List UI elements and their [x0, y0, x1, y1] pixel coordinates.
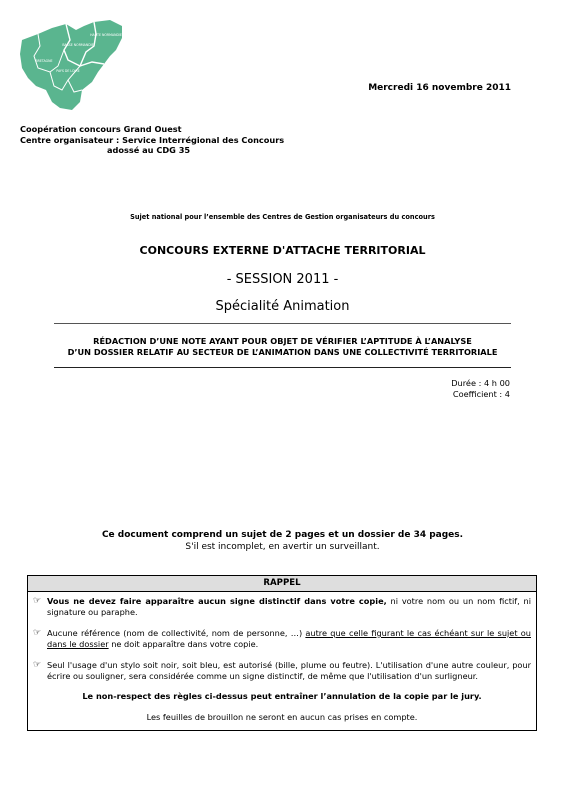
- concours-title: CONCOURS EXTERNE D'ATTACHE TERRITORIAL: [139, 244, 426, 257]
- rappel-warning: Le non-respect des règles ci-dessus peut entraîner l’annulation de la copie par le jury.: [82, 691, 482, 701]
- divider-bottom: [54, 367, 511, 368]
- document-contents-note: [0, 530, 565, 553]
- rappel-item-1: [33, 596, 531, 618]
- rappel-box: [27, 575, 537, 731]
- organisation-block: [20, 124, 284, 156]
- duree-label: Durée : 4 h 00: [451, 378, 510, 388]
- redaction-subject: [0, 336, 565, 358]
- redaction-line-1: RÉDACTION D’UNE NOTE AYANT POUR OBJET DE VÉRIFIER L’APTITUDE À L’ANALYSE: [93, 336, 472, 346]
- rappel-item-2-underlined: autre que celle figurant le cas échéant sur le sujet ou dans le dossier: [47, 628, 531, 649]
- organisation-line-1: Coopération concours Grand Ouest: [20, 124, 182, 134]
- map-label-pays-de-loire: PAYS DE LOIRE: [56, 69, 80, 73]
- organisation-line-3: adossé au CDG 35: [107, 145, 191, 155]
- map-label-basse-normandie: BASSE NORMANDIE: [62, 43, 94, 47]
- map-label-bretagne: BRETAGNE: [35, 59, 53, 63]
- rappel-item-2-end: ne doit apparaître dans votre copie.: [108, 639, 259, 649]
- coefficient-label: Coefficient : 4: [452, 388, 510, 399]
- document-date: Mercredi 16 novembre 2011: [368, 83, 511, 93]
- pointing-hand-icon: ☞: [33, 660, 42, 670]
- rappel-footer: Les feuilles de brouillon ne seront en aucun cas prises en compte.: [146, 712, 418, 722]
- rappel-item-2-start: Aucune référence (nom de collectivité, nom de personne, …): [47, 628, 306, 638]
- map-label-haute-normandie: HAUTE NORMANDIE: [90, 33, 122, 37]
- pointing-hand-icon: ☞: [33, 596, 42, 606]
- document-pages-note: Ce document comprend un sujet de 2 pages et un dossier de 34 pages.: [101, 530, 464, 540]
- rappel-item-2: [33, 628, 531, 650]
- national-subject-note: Sujet national pour l’ensemble des Centres de Gestion organisateurs du concours: [130, 213, 435, 221]
- rappel-item-1-rest: ni votre nom ou un nom fictif, ni signature ou paraphe.: [47, 596, 531, 617]
- rappel-title: RAPPEL: [28, 576, 536, 592]
- rappel-item-3: [33, 660, 531, 682]
- exam-info: [451, 378, 510, 399]
- rappel-item-1-bold: Vous ne devez faire apparaître aucun signe distinctif dans votre copie,: [47, 596, 387, 606]
- rappel-item-3-text: Seul l'usage d'un stylo soit noir, soit bleu, est autorisé (bille, plume ou feutre). L'utilisation d'une autre couleur, pour écrire ou souligner, sera considérée comme un signe distinctif, de même que l'utilisation d'un surligneur.: [47, 660, 531, 681]
- redaction-line-2: D’UN DOSSIER RELATIF AU SECTEUR DE L’ANIMATION DANS UNE COLLECTIVITÉ TERRITORIALE: [67, 347, 498, 357]
- organisation-line-2: Centre organisateur : Service Interrégional des Concours: [20, 134, 285, 145]
- specialite-label: Spécialité Animation: [215, 299, 350, 314]
- document-incomplete-note: S'il est incomplet, en avertir un surveillant.: [185, 541, 380, 552]
- session-label: - SESSION 2011 -: [226, 272, 339, 287]
- grand-ouest-map-logo: [18, 16, 124, 112]
- pointing-hand-icon: ☞: [33, 628, 42, 638]
- divider-top: [54, 323, 511, 324]
